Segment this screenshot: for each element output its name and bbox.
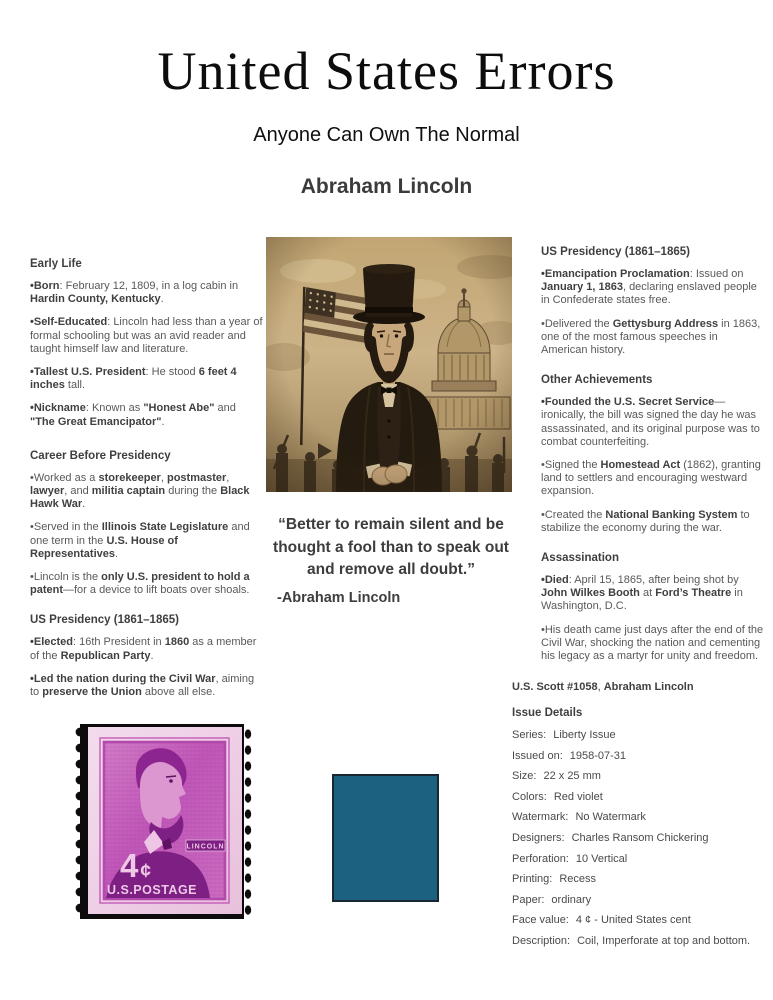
issue-row-label: Watermark: [512,811,569,824]
section-heading-career: Career Before Presidency [30,449,171,462]
bullet-item: •Elected: 16th President in 1860 as a member of the Republican Party. [30,636,257,662]
issue-row-label: Printing: [512,873,553,886]
issue-row-value: 4 ¢ - United States cent [575,914,691,927]
vignette-overlay [266,237,512,492]
perforation-dots-right [245,729,251,914]
quote-block [266,514,516,606]
issue-row-label: Issued on: [512,749,563,762]
issue-details [512,681,770,957]
bullet-item: •Created the National Banking System to stabilize the economy during the war. [541,508,750,534]
issue-scott-number: U.S. Scott #1058 [512,681,598,693]
bullet-item: •Nickname: Known as "Honest Abe" and "The Great Emancipator". [30,402,236,428]
issue-row-label: Colors: [512,790,547,803]
section-heading-assassination: Assassination [541,552,619,565]
bullet-item: •Led the nation during the Civil War, aiming to preserve the Union above all else. [30,672,255,699]
issue-row-value: Coil, Imperforate at top and bottom. [577,934,751,947]
issue-row-value: 22 x 25 mm [543,770,601,783]
bullet-item: •Founded the U.S. Secret Service—ironically, the bill was signed the day he was assassinated, and its original purpose was to combat counterfeiting. [541,396,760,448]
section-heading-early-life: Early Life [30,258,82,270]
bullet-item: •Tallest U.S. President: He stood 6 feet 4 inches tall. [30,366,237,392]
quote-text: “Better to remain silent and be thought a fool than to speak out and remove all doubt.” [273,516,509,578]
issue-row [512,730,770,741]
page-subtitle: Anyone Can Own The Normal [253,124,520,146]
issue-title-separator: , [597,681,604,693]
lincoln-illustration [266,237,512,492]
issue-row-label: Series: [512,729,547,741]
issue-row-value: Red violet [553,790,603,803]
left-column [30,258,263,709]
page-title: United States Errors [157,41,616,101]
issue-row-label: Designers: [512,831,565,844]
color-swatch [332,774,439,902]
bullet-item: •Emancipation Proclamation: Issued on January 1, 1863, declaring enslaved people in Confederate states free. [541,268,757,307]
issue-title [512,681,770,693]
issue-person-name: Abraham Lincoln [603,681,694,693]
bullet-item: •Self-Educated: Lincoln had less than a year of formal schooling but was an avid reader and taught himself law and literature. [30,316,263,355]
issue-row [512,936,770,947]
section-heading-other-achievements: Other Achievements [541,374,653,387]
lincoln-stamp [74,722,254,921]
quote-attribution: -Abraham Lincoln [277,589,401,606]
bullet-item: •Served in the Illinois State Legislature and one term in the U.S. House of Representatives. [30,521,250,560]
issue-row [512,751,770,762]
issue-row-label: Face value: [512,914,569,927]
bullet-item: •His death came just days after the end of the Civil War, shocking the nation and cementing his legacy as a martyr for unity and freedom. [541,623,764,663]
issue-row-value: 1958-07-31 [569,749,627,762]
stamp-postage-label: U.S.POSTAGE [107,883,198,897]
issue-row [512,833,770,844]
bullet-item: •Signed the Homestead Act (1862), granting land to settlers and encouraging westward expansion. [541,459,761,498]
right-column [541,246,764,673]
issue-row [512,812,770,823]
issue-details-heading: Issue Details [512,707,583,719]
issue-row-value: Charles Ransom Chickering [571,831,709,844]
issue-row-value: Recess [559,873,597,886]
issue-row [512,792,770,803]
issue-row [512,874,770,885]
section-heading-us-presidency-left: US Presidency (1861–1865) [30,614,179,627]
issue-row-value: 10 Vertical [575,852,628,865]
issue-row-label: Paper: [512,893,545,906]
svg-text:LINCOLN: LINCOLN [186,843,225,851]
bullet-item: •Died: April 15, 1865, after being shot by John Wilkes Booth at Ford’s Theatre in Washington, D.C. [541,574,743,613]
section-heading-us-presidency-right: US Presidency (1861–1865) [541,246,690,258]
issue-row [512,895,770,906]
person-name-heading: Abraham Lincoln [300,175,473,198]
stamp-denomination: 4 ¢ [120,847,151,884]
bullet-item: •Lincoln is the only U.S. president to hold a patent—for a device to lift boats over shoals. [30,571,250,597]
issue-row [512,771,770,782]
bullet-item: •Born: February 12, 1809, in a log cabin in Hardin County, Kentucky. [30,280,239,306]
issue-row-label: Description: [512,934,571,947]
issue-row-label: Perforation: [512,852,569,865]
issue-row-value: ordinary [551,893,592,906]
issue-row-value: No Watermark [575,811,646,824]
stamp-name-label [186,840,225,851]
issue-row-value: Liberty Issue [553,729,616,741]
issue-row [512,915,770,926]
bullet-item: •Delivered the Gettysburg Address in 1863, one of the most famous speeches in American history. [541,317,761,357]
issue-row-label: Size: [512,770,537,783]
issue-rows [512,730,770,947]
issue-row [512,854,770,865]
bullet-item: •Worked as a storekeeper, postmaster, lawyer, and militia captain during the Black Hawk War. [30,471,250,511]
